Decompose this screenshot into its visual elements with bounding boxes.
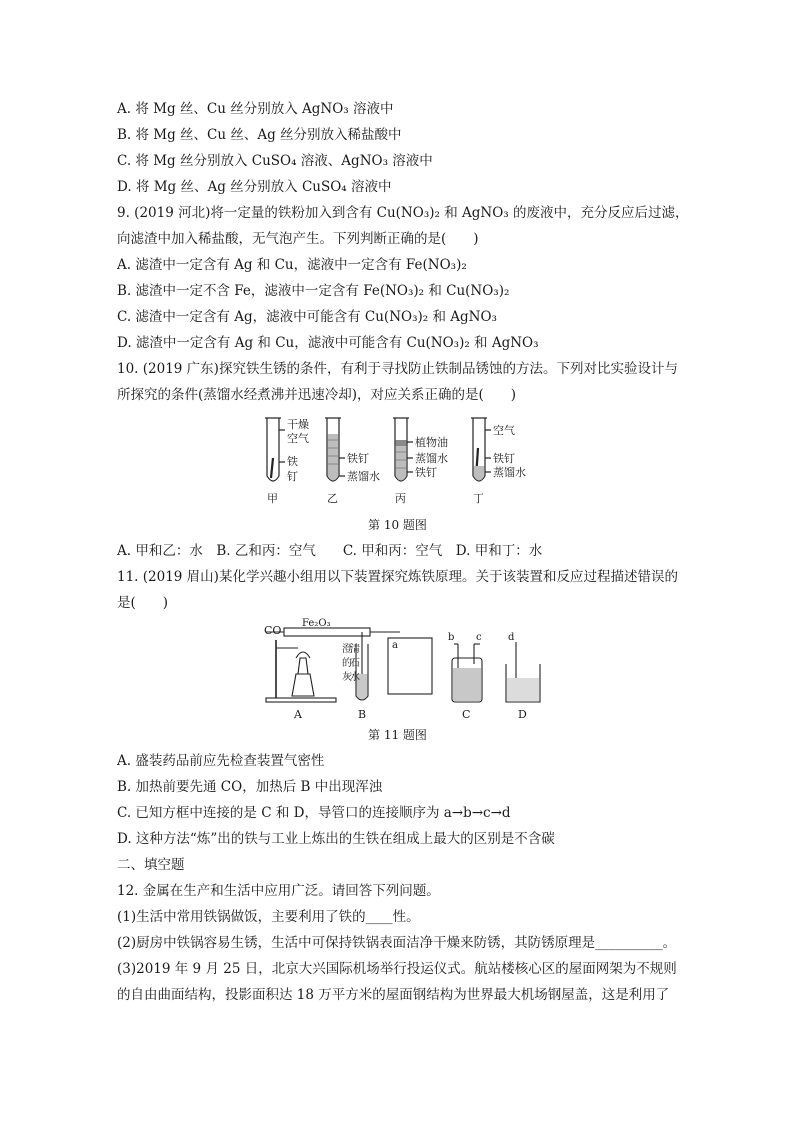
port-c: c [476, 632, 482, 643]
limewater-3: 石 [350, 658, 360, 669]
q12-part1: (1)生活中常用铁锅做饭，主要利用了铁的____性。 [117, 909, 420, 925]
q10-stem-line1: 10. (2019 广东)探究铁生锈的条件，有利于寻找防止铁制品锈蚀的方法。下列对比实验设计与 [117, 361, 678, 377]
q11-option-a: A. 盛装药品前应先检查装置气密性 [117, 753, 325, 769]
q9-option-c: C. 滤渣中一定含有 Ag，滤液中可能含有 Cu(NO₃)₂ 和 AgNO₃ [117, 309, 497, 325]
q12-part3-line1: (3)2019 年 9 月 25 日，北京大兴国际机场举行投运仪式。航站楼核心区的屋面网架为不规则 [117, 961, 677, 977]
limewater-5: 水 [350, 672, 360, 683]
q11-option-c: C. 已知方框中连接的是 C 和 D，导管口的连接顺序为 a→b→c→d [117, 805, 511, 821]
q11-stem-line2: 是( ) [117, 595, 169, 611]
limewater-4: 灰 [342, 672, 352, 683]
tube-label-ding: 丁 [473, 492, 484, 505]
t1-label-3: 钉 [287, 470, 298, 483]
port-b: b [448, 632, 455, 643]
apparatus-d: D [518, 708, 527, 721]
limewater-0: 澄 [342, 644, 352, 655]
t3-label-0: 植物油 [415, 436, 448, 449]
q9-option-b: B. 滤渣中一定不含 Fe，滤液中一定含有 Fe(NO₃)₂ 和 Cu(NO₃)₂ [117, 283, 510, 299]
limewater-1: 清 [350, 644, 360, 655]
apparatus-c: C [462, 708, 471, 721]
t4-label-2: 蒸馏水 [493, 466, 526, 479]
fe2o3-label: Fe₂O₃ [302, 618, 331, 629]
q9-option-a: A. 滤渣中一定含有 Ag 和 Cu，滤液中一定含有 Fe(NO₃)₂ [117, 257, 467, 273]
t3-label-1: 蒸馏水 [415, 452, 448, 465]
q12-part3-line2: 的自由曲面结构，投影面积达 18 万平方米的屋面钢结构为世界最大机场钢屋盖，这是利用了 [117, 987, 670, 1003]
co-label: CO [264, 624, 282, 637]
q10-options: A. 甲和乙：水 B. 乙和丙：空气 C. 甲和丙：空气 D. 甲和丁：水 [117, 543, 543, 559]
t1-label-2: 铁 [287, 455, 298, 468]
apparatus-a: A [294, 708, 302, 721]
q8-option-c: C. 将 Mg 丝分别放入 CuSO₄ 溶液、AgNO₃ 溶液中 [117, 153, 433, 169]
t2-label-1: 蒸馏水 [347, 470, 380, 483]
q11-iron-smelting-figure [262, 618, 552, 722]
q8-option-d: D. 将 Mg 丝、Ag 丝分别放入 CuSO₄ 溶液中 [117, 179, 392, 195]
t4-label-1: 铁钉 [493, 452, 515, 465]
q11-option-d: D. 这种方法“炼”出的铁与工业上炼出的生铁在组成上最大的区别是不含碳 [117, 831, 555, 847]
q10-figure-caption: 第 10 题图 [368, 518, 427, 532]
port-a: a [392, 640, 398, 651]
t1-label-1: 空气 [287, 432, 309, 445]
port-d: d [508, 632, 515, 643]
q11-stem-line1: 11. (2019 眉山)某化学兴趣小组用以下装置探究炼铁原理。关于该装置和反应过程描述错误的 [117, 569, 678, 585]
q8-option-a: A. 将 Mg 丝、Cu 丝分别放入 AgNO₃ 溶液中 [117, 101, 394, 117]
q10-iron-rust-figure [255, 410, 545, 510]
t4-label-0: 空气 [493, 424, 515, 437]
q11-figure-caption: 第 11 题图 [368, 728, 427, 742]
q8-option-b: B. 将 Mg 丝、Cu 丝、Ag 丝分别放入稀盐酸中 [117, 127, 402, 143]
q12-stem: 12. 金属在生产和生活中应用广泛。请回答下列问题。 [117, 883, 440, 899]
limewater-2: 的 [342, 658, 352, 669]
q12-part2: (2)厨房中铁锅容易生锈，生活中可保持铁锅表面洁净干燥来防锈，其防锈原理是__________。 [117, 935, 677, 951]
section-heading-fill-blank: 二、填空题 [117, 857, 185, 873]
tube-label-jia: 甲 [267, 492, 278, 505]
t2-label-0: 铁钉 [347, 452, 369, 465]
q9-stem-line2: 向滤渣中加入稀盐酸，无气泡产生。下列判断正确的是( ) [117, 231, 479, 247]
tube-label-bing: 丙 [395, 492, 406, 505]
tube-label-yi: 乙 [327, 492, 338, 505]
t1-label-0: 干燥 [287, 418, 309, 431]
q9-option-d: D. 滤渣中一定含有 Ag 和 Cu，滤液中可能含有 Cu(NO₃)₂ 和 AgNO₃ [117, 335, 539, 351]
apparatus-b: B [358, 708, 367, 721]
q9-stem-line1: 9. (2019 河北)将一定量的铁粉加入到含有 Cu(NO₃)₂ 和 AgNO₃ 的废液中，充分反应后过滤， [117, 205, 689, 221]
q10-stem-line2: 所探究的条件(蒸馏水经煮沸并迅速冷却)，对应关系正确的是( ) [117, 387, 517, 403]
q11-option-b: B. 加热前要先通 CO，加热后 B 中出现浑浊 [117, 779, 383, 795]
t3-label-2: 铁钉 [415, 466, 437, 479]
